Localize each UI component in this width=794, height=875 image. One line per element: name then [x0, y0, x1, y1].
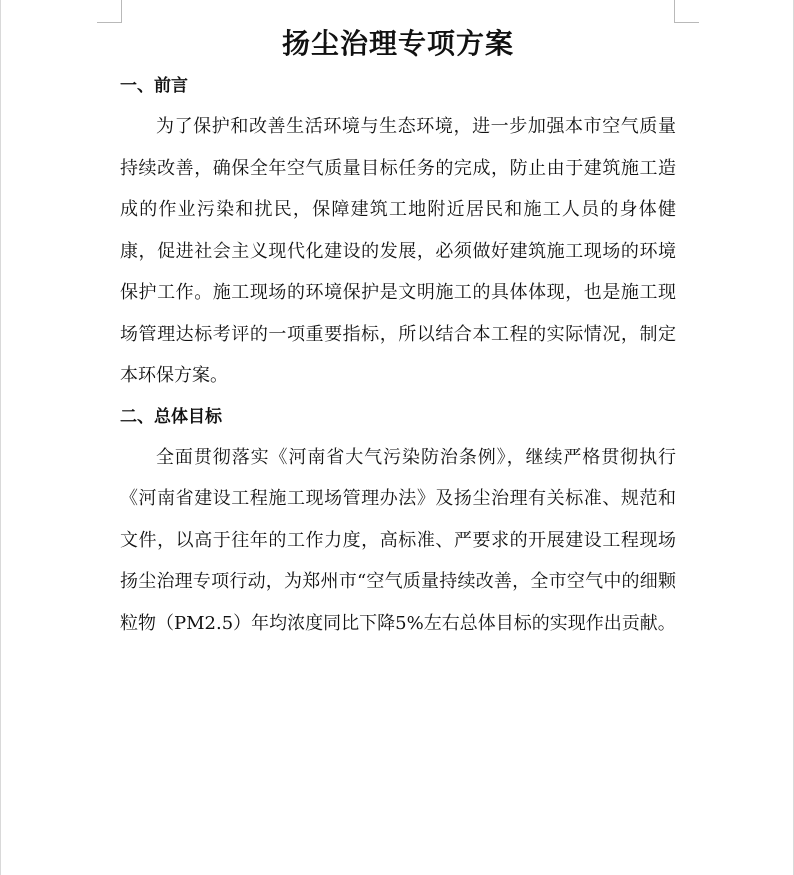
section-heading-overall-goal: 二、总体目标: [120, 406, 222, 427]
document-title: 扬尘治理专项方案: [281, 27, 514, 60]
preface-paragraph: 为了保护和改善生活环境与生态环境，进一步加强本市空气质量持续改善，确保全年空气质量目标任务的完成，防止由于建筑施工造成的作业污染和扰民，保障建筑工地附近居民和施工人员的身体健康，促进社会主义现代化建设的发展，必须做好建筑施工现场的环境保护工作。施工现场的环境保护是文明施工的具体体现，也是施工现场管理达标考评的一项重要指标，所以结合本工程的实际情况，制定本环保方案。: [120, 116, 676, 386]
section-heading-preface: 一、前言: [120, 76, 188, 96]
overall-goal-paragraph: 全面贯彻落实《河南省大气污染防治条例》，继续严格贯彻执行《河南省建设工程施工现场管理办法》及扬尘治理有关标准、规范和文件，以高于往年的工作力度，高标准、严要求的开展建设工程现场扬尘治理专项行动，为郑州市“空气质量持续改善，全市空气中的细颗粒物（PM2.5）年均浓度同比下降5%左右总体目标的实现作出贡献。: [120, 446, 676, 634]
section-preface: [120, 66, 676, 397]
top-right-crop-mark: [674, 0, 699, 23]
section-overall-goal: [120, 397, 676, 645]
top-left-crop-mark: [97, 0, 122, 23]
page-left-border: [0, 0, 1, 875]
document-page: [120, 22, 676, 644]
